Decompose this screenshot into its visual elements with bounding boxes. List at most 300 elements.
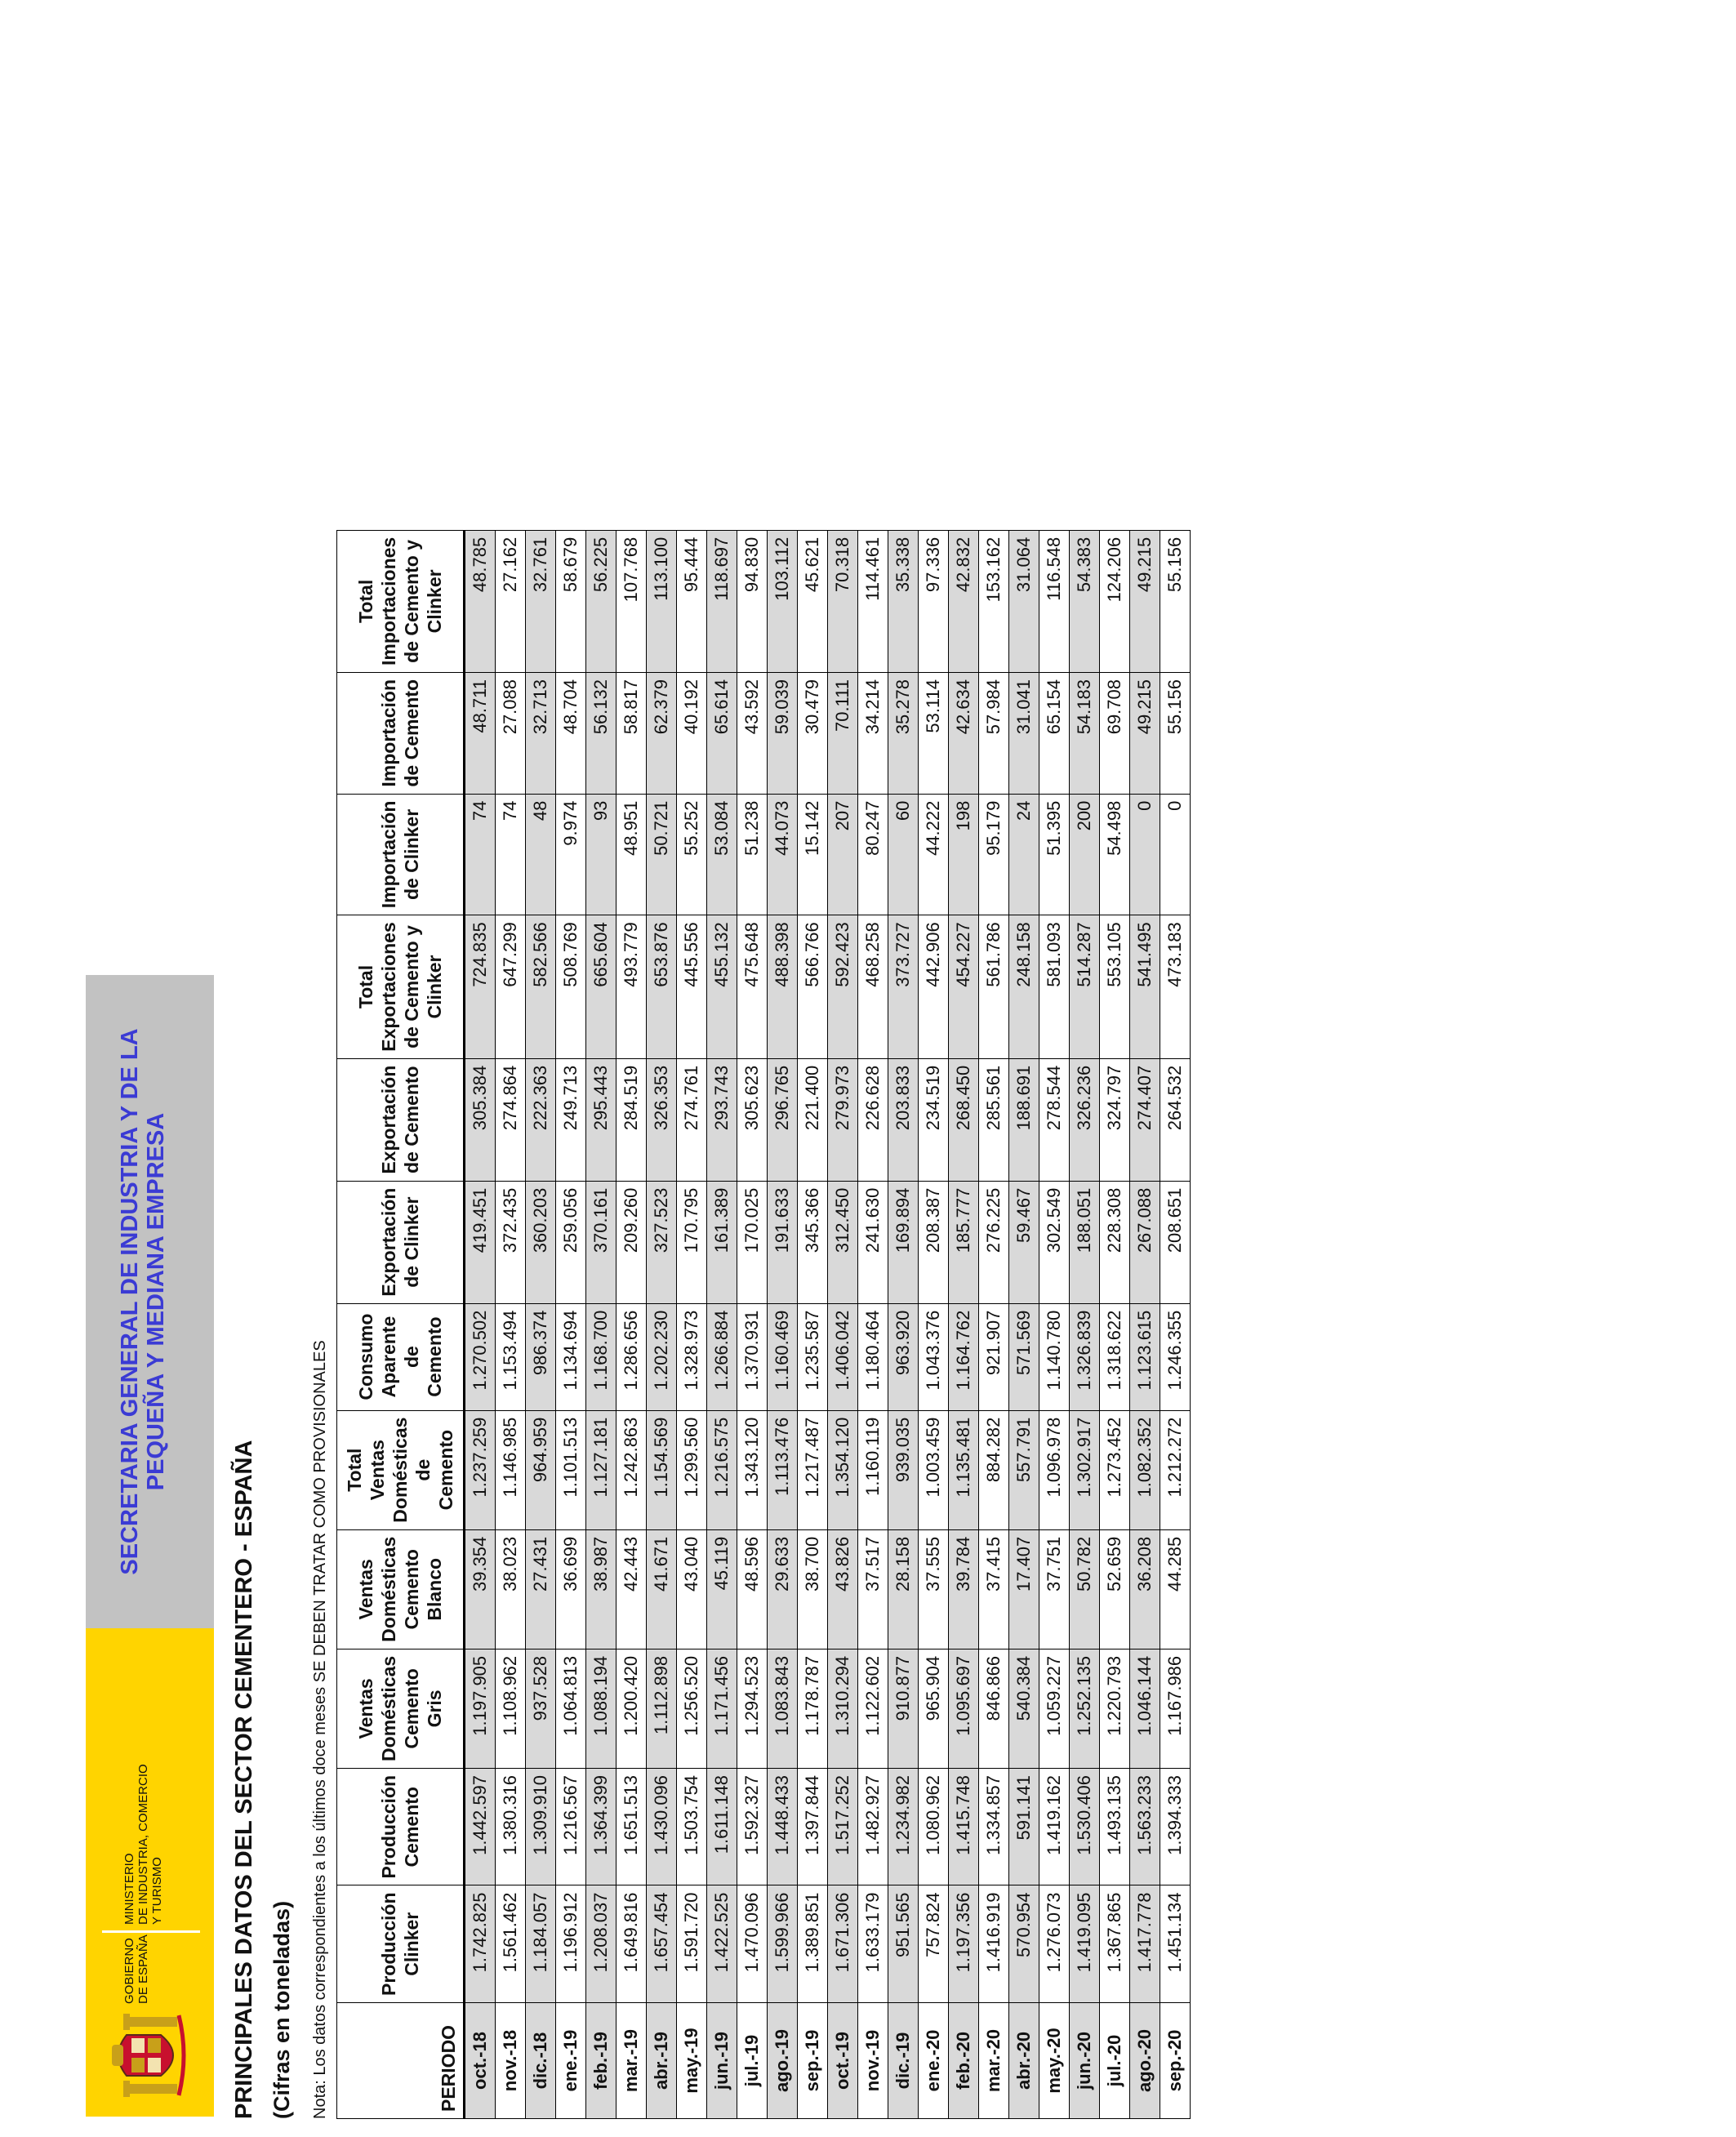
value-cell: 113.100 [647,530,677,672]
table-row [979,530,1009,2118]
value-cell: 208.651 [1160,1181,1191,1303]
value-cell: 1.146.985 [496,1410,526,1529]
value-cell: 1.134.694 [556,1303,586,1410]
value-cell: 1.043.376 [919,1303,949,1410]
value-cell: 55.156 [1160,530,1191,672]
value-cell: 1.122.602 [858,1649,888,1768]
value-cell: 222.363 [526,1058,556,1181]
value-cell: 27.162 [496,530,526,672]
value-cell: 1.328.973 [677,1303,707,1410]
value-cell: 1.252.135 [1070,1649,1100,1768]
value-cell: 36.699 [556,1529,586,1649]
value-cell: 37.517 [858,1529,888,1649]
value-cell: 48.711 [465,673,496,795]
value-cell: 48.951 [617,794,647,915]
value-cell: 15.142 [798,794,828,915]
value-cell: 1.318.622 [1100,1303,1130,1410]
column-header: Importación de Clinker [337,794,465,915]
value-cell: 1.108.962 [496,1649,526,1768]
value-cell: 170.025 [737,1181,768,1303]
table-row [707,530,737,2118]
value-cell: 241.630 [858,1181,888,1303]
value-cell: 1.309.910 [526,1768,556,1885]
value-cell: 1.482.927 [858,1768,888,1885]
value-cell: 169.894 [888,1181,919,1303]
value-cell: 43.040 [677,1529,707,1649]
value-cell: 42.443 [617,1529,647,1649]
value-cell: 51.238 [737,794,768,915]
value-cell: 31.064 [1009,530,1039,672]
period-cell: abr.-19 [647,2003,677,2119]
value-cell: 42.832 [949,530,979,672]
value-cell: 1.563.233 [1130,1768,1160,1885]
value-cell: 114.461 [858,530,888,672]
value-cell: 1.059.227 [1039,1649,1070,1768]
value-cell: 1.200.420 [617,1649,647,1768]
value-cell: 259.056 [556,1181,586,1303]
table-row [1009,530,1039,2118]
value-cell: 910.877 [888,1649,919,1768]
value-cell: 1.167.986 [1160,1649,1191,1768]
value-cell: 97.336 [919,530,949,672]
value-cell: 95.444 [677,530,707,672]
value-cell: 1.096.978 [1039,1410,1070,1529]
value-cell: 1.397.844 [798,1768,828,1885]
value-cell: 39.354 [465,1529,496,1649]
value-cell: 1.101.513 [556,1410,586,1529]
period-cell: feb.-19 [586,2003,617,2119]
period-cell: abr.-20 [1009,2003,1039,2119]
value-cell: 45.621 [798,530,828,672]
value-cell: 44.073 [768,794,798,915]
column-header: Ventas Domésticas Cemento Blanco [337,1529,465,1649]
value-cell: 1.430.096 [647,1768,677,1885]
value-cell: 454.227 [949,915,979,1059]
value-cell: 1.448.433 [768,1768,798,1885]
value-cell: 37.415 [979,1529,1009,1649]
value-cell: 1.216.575 [707,1410,737,1529]
column-header: Total Ventas Domésticas de Cemento [337,1410,465,1529]
value-cell: 541.495 [1130,915,1160,1059]
value-cell: 74 [465,794,496,915]
value-cell: 937.528 [526,1649,556,1768]
value-cell: 1.517.252 [828,1768,858,1885]
value-cell: 188.051 [1070,1181,1100,1303]
value-cell: 1.270.502 [465,1303,496,1410]
value-cell: 1.217.487 [798,1410,828,1529]
value-cell: 1.242.863 [617,1410,647,1529]
value-cell: 1.168.700 [586,1303,617,1410]
value-cell: 60 [888,794,919,915]
table-row [737,530,768,2118]
value-cell: 373.727 [888,915,919,1059]
value-cell: 591.141 [1009,1768,1039,1885]
value-cell: 37.555 [919,1529,949,1649]
value-cell: 70.318 [828,530,858,672]
value-cell: 372.435 [496,1181,526,1303]
period-cell: jul.-19 [737,2003,768,2119]
value-cell: 582.566 [526,915,556,1059]
value-cell: 200 [1070,794,1100,915]
table-row [586,530,617,2118]
value-cell: 57.984 [979,673,1009,795]
value-cell: 0 [1130,794,1160,915]
value-cell: 442.906 [919,915,949,1059]
value-cell: 27.088 [496,673,526,795]
provisional-note: Nota: Los datos correspondientes a los últimos doce meses SE DEBEN TRATAR COMO PROVISIONALES [311,1340,329,2119]
value-cell: 1.003.459 [919,1410,949,1529]
value-cell: 43.826 [828,1529,858,1649]
period-cell: sep.-19 [798,2003,828,2119]
value-cell: 264.532 [1160,1058,1191,1181]
value-cell: 1.389.851 [798,1885,828,2003]
value-cell: 28.158 [888,1529,919,1649]
value-cell: 1.422.525 [707,1885,737,2003]
value-cell: 53.114 [919,673,949,795]
government-header-band [86,1628,214,2117]
value-cell: 1.246.355 [1160,1303,1191,1410]
value-cell: 1.123.615 [1130,1303,1160,1410]
value-cell: 221.400 [798,1058,828,1181]
value-cell: 42.634 [949,673,979,795]
secretaria-title: SECRETARIA GENERAL DE INDUSTRIA Y DE LA PEQUEÑA Y MEDIANA EMPRESA [117,1028,169,1575]
value-cell: 170.795 [677,1181,707,1303]
value-cell: 1.370.931 [737,1303,768,1410]
period-cell: oct.-18 [465,2003,496,2119]
value-cell: 1.202.230 [647,1303,677,1410]
value-cell: 295.443 [586,1058,617,1181]
period-cell: dic.-18 [526,2003,556,2119]
value-cell: 1.095.697 [949,1649,979,1768]
value-cell: 557.791 [1009,1410,1039,1529]
value-cell: 65.614 [707,673,737,795]
value-cell: 1.419.162 [1039,1768,1070,1885]
value-cell: 36.208 [1130,1529,1160,1649]
value-cell: 326.236 [1070,1058,1100,1181]
value-cell: 58.679 [556,530,586,672]
value-cell: 1.611.148 [707,1768,737,1885]
value-cell: 70.111 [828,673,858,795]
value-cell: 49.215 [1130,673,1160,795]
column-header: PERIODO [337,2003,465,2119]
value-cell: 38.700 [798,1529,828,1649]
value-cell: 80.247 [858,794,888,915]
value-cell: 188.691 [1009,1058,1039,1181]
value-cell: 963.920 [888,1303,919,1410]
value-cell: 94.830 [737,530,768,672]
value-cell: 17.407 [1009,1529,1039,1649]
value-cell: 54.383 [1070,530,1100,672]
value-cell: 59.467 [1009,1181,1039,1303]
value-cell: 1.599.966 [768,1885,798,2003]
value-cell: 514.287 [1070,915,1100,1059]
value-cell: 69.708 [1100,673,1130,795]
table-row [1100,530,1130,2118]
value-cell: 1.220.793 [1100,1649,1130,1768]
value-cell: 35.338 [888,530,919,672]
value-cell: 103.112 [768,530,798,672]
value-cell: 27.431 [526,1529,556,1649]
period-cell: ago.-19 [768,2003,798,2119]
value-cell: 153.162 [979,530,1009,672]
value-cell: 124.206 [1100,530,1130,672]
value-cell: 93 [586,794,617,915]
value-cell: 32.713 [526,673,556,795]
value-cell: 43.592 [737,673,768,795]
table-row [1130,530,1160,2118]
value-cell: 473.183 [1160,915,1191,1059]
value-cell: 1.657.454 [647,1885,677,2003]
value-cell: 1.561.462 [496,1885,526,2003]
value-cell: 37.751 [1039,1529,1070,1649]
value-cell: 345.366 [798,1181,828,1303]
table-body [465,530,1191,2118]
value-cell: 1.416.919 [979,1885,1009,2003]
value-cell: 1.633.179 [858,1885,888,2003]
value-cell: 54.498 [1100,794,1130,915]
value-cell: 561.786 [979,915,1009,1059]
value-cell: 1.088.194 [586,1649,617,1768]
table-row [556,530,586,2118]
value-cell: 29.633 [768,1529,798,1649]
column-header: Producción Cemento [337,1768,465,1885]
value-cell: 48.704 [556,673,586,795]
value-cell: 581.093 [1039,915,1070,1059]
value-cell: 324.797 [1100,1058,1130,1181]
column-header: Exportación de Clinker [337,1181,465,1303]
value-cell: 1.080.962 [919,1768,949,1885]
value-cell: 53.084 [707,794,737,915]
value-cell: 1.234.982 [888,1768,919,1885]
value-cell: 209.260 [617,1181,647,1303]
column-header: Exportación de Cemento [337,1058,465,1181]
value-cell: 455.132 [707,915,737,1059]
value-cell: 1.197.356 [949,1885,979,2003]
value-cell: 1.591.720 [677,1885,707,2003]
value-cell: 1.212.272 [1160,1410,1191,1529]
coat-of-arms-icon [104,2010,194,2100]
value-cell: 234.519 [919,1058,949,1181]
value-cell: 1.442.597 [465,1768,496,1885]
value-cell: 1.380.316 [496,1768,526,1885]
value-cell: 757.824 [919,1885,949,2003]
value-cell: 31.041 [1009,673,1039,795]
value-cell: 419.451 [465,1181,496,1303]
value-cell: 198 [949,794,979,915]
period-cell: sep.-20 [1160,2003,1191,2119]
value-cell: 305.623 [737,1058,768,1181]
value-cell: 248.158 [1009,915,1039,1059]
value-cell: 1.592.327 [737,1768,768,1885]
value-cell: 95.179 [979,794,1009,915]
value-cell: 284.519 [617,1058,647,1181]
value-cell: 274.761 [677,1058,707,1181]
value-cell: 1.127.181 [586,1410,617,1529]
value-cell: 249.713 [556,1058,586,1181]
value-cell: 35.278 [888,673,919,795]
value-cell: 38.987 [586,1529,617,1649]
value-cell: 56.132 [586,673,617,795]
table-row [496,530,526,2118]
value-cell: 1.671.306 [828,1885,858,2003]
value-cell: 986.374 [526,1303,556,1410]
period-cell: nov.-19 [858,2003,888,2119]
value-cell: 9.974 [556,794,586,915]
value-cell: 52.659 [1100,1529,1130,1649]
value-cell: 296.765 [768,1058,798,1181]
value-cell: 1.266.884 [707,1303,737,1410]
value-cell: 592.423 [828,915,858,1059]
value-cell: 48.785 [465,530,496,672]
value-cell: 1.160.119 [858,1410,888,1529]
table-row [828,530,858,2118]
value-cell: 267.088 [1130,1181,1160,1303]
value-cell: 185.777 [949,1181,979,1303]
value-cell: 508.769 [556,915,586,1059]
value-cell: 1.394.333 [1160,1768,1191,1885]
value-cell: 1.503.754 [677,1768,707,1885]
value-cell: 24 [1009,794,1039,915]
value-cell: 34.214 [858,673,888,795]
value-cell: 30.479 [798,673,828,795]
value-cell: 1.140.780 [1039,1303,1070,1410]
value-cell: 226.628 [858,1058,888,1181]
value-cell: 32.761 [526,530,556,672]
value-cell: 38.023 [496,1529,526,1649]
period-cell: feb.-20 [949,2003,979,2119]
value-cell: 921.907 [979,1303,1009,1410]
value-cell: 1.367.865 [1100,1885,1130,2003]
value-cell: 1.451.134 [1160,1885,1191,2003]
table-row [617,530,647,2118]
value-cell: 278.544 [1039,1058,1070,1181]
document-title: PRINCIPALES DATOS DEL SECTOR CEMENTERO - ESPAÑA [231,1440,257,2119]
value-cell: 312.450 [828,1181,858,1303]
table-row [1070,530,1100,2118]
value-cell: 1.180.464 [858,1303,888,1410]
value-cell: 276.225 [979,1181,1009,1303]
value-cell: 274.407 [1130,1058,1160,1181]
value-cell: 1.364.399 [586,1768,617,1885]
value-cell: 293.743 [707,1058,737,1181]
value-cell: 1.064.813 [556,1649,586,1768]
value-cell: 1.470.096 [737,1885,768,2003]
value-cell: 1.154.569 [647,1410,677,1529]
table-row [526,530,556,2118]
gobierno-label: GOBIERNO DE ESPAÑA [122,1934,150,2004]
value-cell: 1.112.898 [647,1649,677,1768]
value-cell: 724.835 [465,915,496,1059]
value-cell: 40.192 [677,673,707,795]
value-cell: 55.156 [1160,673,1191,795]
value-cell: 1.326.839 [1070,1303,1100,1410]
value-cell: 571.569 [1009,1303,1039,1410]
document-subtitle: (Cifras en toneladas) [269,1900,294,2119]
value-cell: 65.154 [1039,673,1070,795]
value-cell: 493.779 [617,915,647,1059]
column-header: Ventas Domésticas Cemento Gris [337,1649,465,1768]
value-cell: 274.864 [496,1058,526,1181]
table-row [888,530,919,2118]
value-cell: 1.184.057 [526,1885,556,2003]
value-cell: 107.768 [617,530,647,672]
column-header: Total Exportaciones de Cemento y Clinker [337,915,465,1059]
column-header: Importación de Cemento [337,673,465,795]
value-cell: 305.384 [465,1058,496,1181]
value-cell: 1.046.144 [1130,1649,1160,1768]
value-cell: 207 [828,794,858,915]
value-cell: 58.817 [617,673,647,795]
period-cell: may.-20 [1039,2003,1070,2119]
value-cell: 1.530.406 [1070,1768,1100,1885]
value-cell: 327.523 [647,1181,677,1303]
value-cell: 653.876 [647,915,677,1059]
value-cell: 1.651.513 [617,1768,647,1885]
value-cell: 1.302.917 [1070,1410,1100,1529]
value-cell: 268.450 [949,1058,979,1181]
value-cell: 647.299 [496,915,526,1059]
value-cell: 1.742.825 [465,1885,496,2003]
period-cell: ene.-19 [556,2003,586,2119]
value-cell: 1.406.042 [828,1303,858,1410]
value-cell: 1.419.095 [1070,1885,1100,2003]
header-separator [102,1930,200,1933]
value-cell: 326.353 [647,1058,677,1181]
period-cell: ene.-20 [919,2003,949,2119]
value-cell: 49.215 [1130,530,1160,672]
value-cell: 1.286.656 [617,1303,647,1410]
table-row [647,530,677,2118]
period-cell: nov.-18 [496,2003,526,2119]
value-cell: 1.196.912 [556,1885,586,2003]
value-cell: 116.548 [1039,530,1070,672]
table-row [677,530,707,2118]
secretaria-header-band [86,975,214,1628]
period-cell: jul.-20 [1100,2003,1130,2119]
value-cell: 1.237.259 [465,1410,496,1529]
period-cell: jun.-20 [1070,2003,1100,2119]
table-row [798,530,828,2118]
value-cell: 48 [526,794,556,915]
value-cell: 445.556 [677,915,707,1059]
value-cell: 191.633 [768,1181,798,1303]
value-cell: 285.561 [979,1058,1009,1181]
value-cell: 50.782 [1070,1529,1100,1649]
table-row [919,530,949,2118]
value-cell: 62.379 [647,673,677,795]
value-cell: 55.252 [677,794,707,915]
value-cell: 279.973 [828,1058,858,1181]
value-cell: 570.954 [1009,1885,1039,2003]
value-cell: 208.387 [919,1181,949,1303]
value-cell: 1.135.481 [949,1410,979,1529]
value-cell: 566.766 [798,915,828,1059]
column-header: Producción Clinker [337,1885,465,2003]
ministerio-label: MINISTERIO DE INDUSTRIA, COMERCIO Y TURISMO [122,1764,164,1925]
table-row [1039,530,1070,2118]
value-cell: 1.197.905 [465,1649,496,1768]
value-cell: 1.273.452 [1100,1410,1130,1529]
period-cell: mar.-20 [979,2003,1009,2119]
value-cell: 1.649.816 [617,1885,647,2003]
value-cell: 939.035 [888,1410,919,1529]
value-cell: 1.299.560 [677,1410,707,1529]
value-cell: 45.119 [707,1529,737,1649]
value-cell: 1.082.352 [1130,1410,1160,1529]
table-row [1160,530,1191,2118]
column-header: Consumo Aparente de Cemento [337,1303,465,1410]
value-cell: 203.833 [888,1058,919,1181]
